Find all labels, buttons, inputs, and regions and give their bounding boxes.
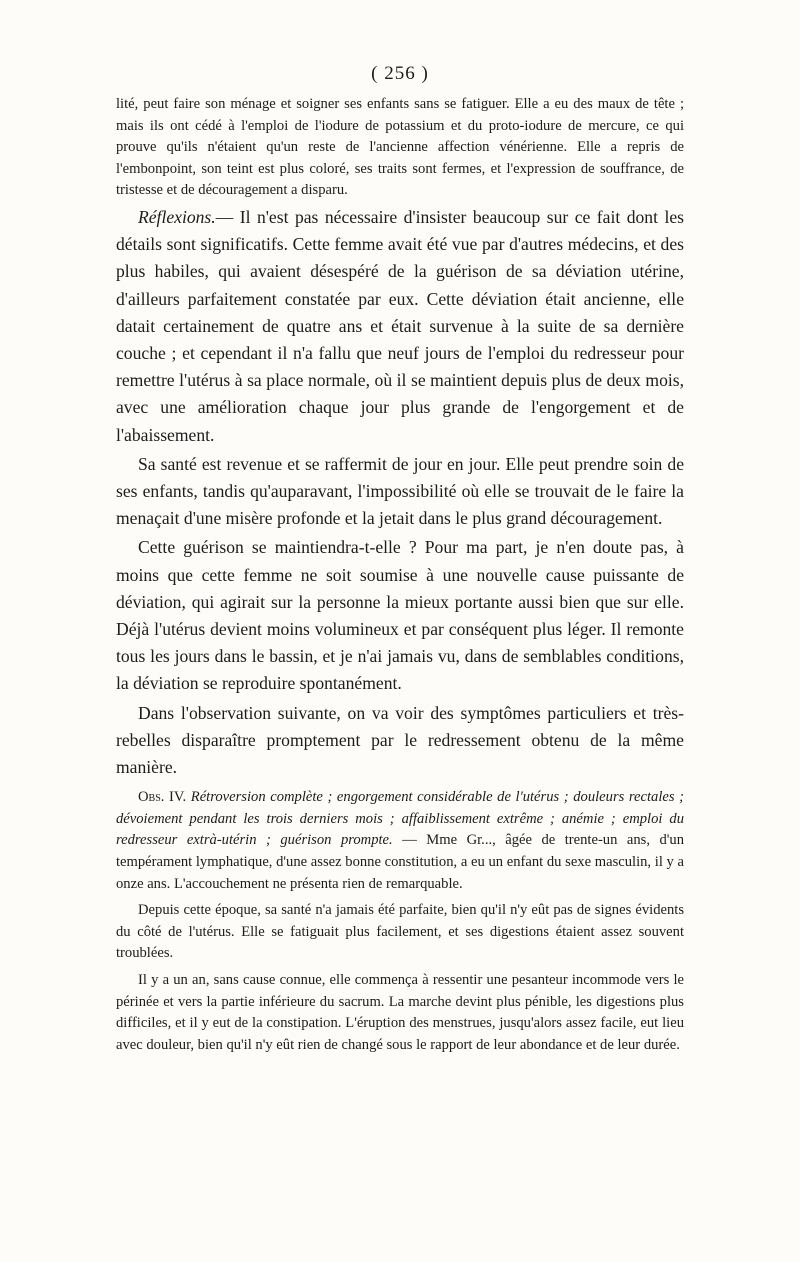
observation-intro-paragraph: Dans l'observation suivante, on va voir des symptômes particuliers et très-rebelles disparaître promptement par le redressement obtenu de la même manière. (116, 702, 684, 778)
sante-paragraph: Sa santé est revenue et se raffermit de jour en jour. Elle peut prendre soin de ses enfants, tandis qu'auparavant, l'impossibilité où elle se trouvait de le faire la menaçait d'une misère profonde et la jetait dans le plus grand découragement. (116, 453, 684, 529)
book-page (116, 62, 684, 1056)
reflexions-heading: Réflexions. (138, 206, 216, 227)
guerison-paragraph: Cette guérison se maintiendra-t-elle ? Pour ma part, je n'en doute pas, à moins que cette femme ne soit soumise à une nouvelle cause puissante de déviation, qui agirait sur la personne la mieux portante aussi bien que sur elle. Déjà l'utérus devient moins volumineux et par conséquent plus léger. Il remonte tous les jours dans le bassin, et je n'ai jamais vu, dans de semblables conditions, la déviation se reproduire spontanément. (116, 537, 684, 694)
observation-iv-paragraph (116, 787, 684, 895)
page-number: ( 256 ) (371, 63, 429, 84)
reflexions-paragraph (116, 204, 684, 449)
il-y-a-paragraph: Il y a un an, sans cause connue, elle commença à ressentir une pesanteur incommode vers le périnée et vers la partie inférieure du sacrum. La marche devint plus pénible, les digestions plus difficiles, et il y eut de la constipation. L'éruption des menstrues, jusqu'alors assez facile, eut lieu avec douleur, bien qu'il n'y eût rien de changé sous le rapport de leur abondance et de leur durée. (116, 971, 684, 1053)
depuis-paragraph: Depuis cette époque, sa santé n'a jamais été parfaite, bien qu'il n'y eût pas de signes évidents du côté de l'utérus. Elle se fatiguait plus facilement, et ses digestions étaient assez souvent troublées. (116, 902, 684, 962)
continuation-paragraph: lité, peut faire son ménage et soigner ses enfants sans se fatiguer. Elle a eu des maux de tête ; mais ils ont cédé à l'emploi de l'iodure de potassium et du proto-iodure de mercure, ce qui prouve qu'ils n'étaient qu'un reste de l'ancienne affection vénérienne. Elle a repris de l'embonpoint, son teint est plus coloré, ses traits sont fermes, et l'expression de souffrance, de tristesse et de découragement a disparu. (116, 96, 684, 199)
reflexions-body: — Il n'est pas nécessaire d'insister beaucoup sur ce fait dont les détails sont significatifs. Cette femme avait été vue par d'autres médecins, et des plus habiles, qui avaient désespéré de la guérison de sa déviation utérine, d'ailleurs parfaitement constatée par eux. Cette déviation était ancienne, elle datait certainement de quatre ans et était survenue à la suite de sa dernière couche ; et cependant il n'a fallu que neuf jours de l'emploi du redresseur pour remettre l'utérus à sa place normale, où il se maintient depuis plus de deux mois, avec une amélioration chaque jour plus grande de l'engorgement et de l'abaissement. (116, 206, 684, 445)
observation-title: Rétroversion complète ; engorgement considérable de l'utérus ; douleurs rectales ; dévoiement pendant les trois derniers mois ; affaiblissement extrême ; anémie ; emploi du redresseur extrà-utérin ; guérison prompte. (116, 789, 685, 849)
observation-label: Obs. IV. (138, 789, 187, 806)
observation-text: — Mme Gr..., âgée de trente-un ans, d'un tempérament lymphatique, d'une assez bonne constitution, a eu un enfant du sexe masculin, il y a onze ans. L'accouchement ne présenta rien de remarquable. (116, 832, 685, 892)
